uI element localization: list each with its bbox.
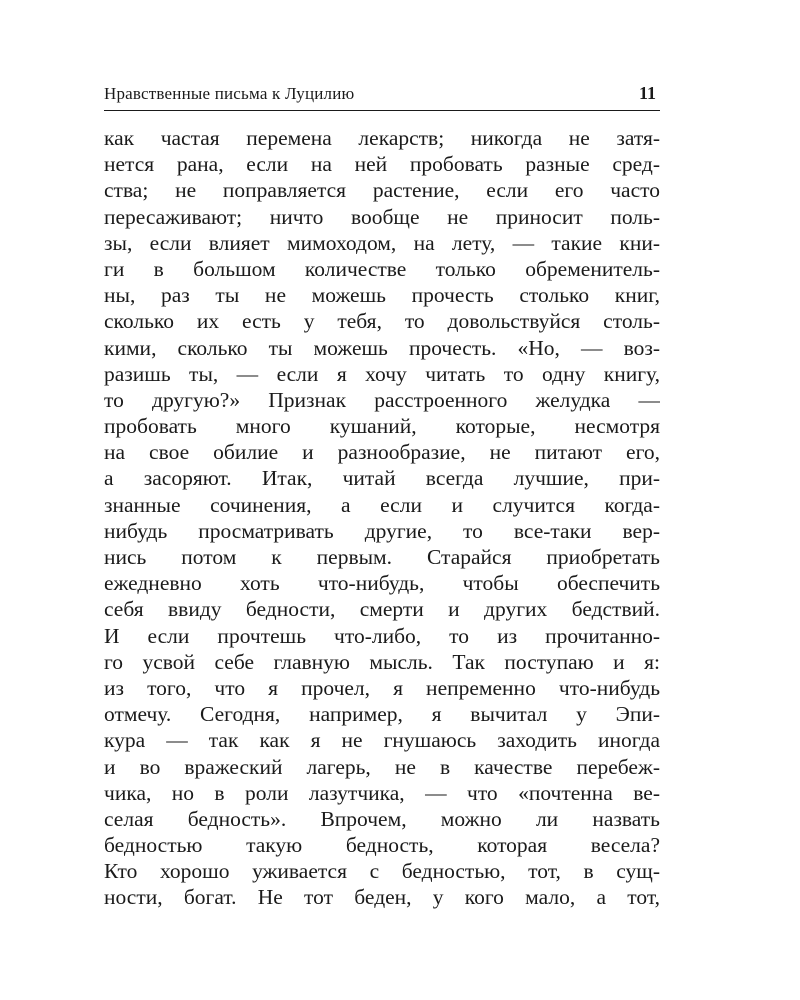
text-line: бедностью такую бедность, которая весела?	[104, 833, 660, 858]
text-line: нибудь просматривать другие, то все-таки вер-	[104, 518, 660, 543]
text-line: селая бедность». Впрочем, можно ли назвать	[104, 806, 660, 831]
text-line: отмечу. Сегодня, например, я вычитал у Эпи-	[104, 702, 660, 727]
text-line: сколько их есть у тебя, то довольствуйся столь-	[104, 309, 660, 334]
text-line: а засоряют. Итак, читай всегда лучшие, при-	[104, 466, 660, 491]
text-line: чика, но в роли лазутчика, — что «почтенна ве-	[104, 780, 660, 805]
text-line: ги в большом количестве только обременитель-	[104, 256, 660, 281]
text-line: нется рана, если на ней пробовать разные сред-	[104, 152, 660, 177]
text-line: на свое обилие и разнообразие, не питают его,	[104, 440, 660, 465]
text-line: ства; не поправляется растение, если его часто	[104, 178, 660, 203]
page-number: 11	[638, 83, 656, 103]
text-line: из того, что я прочел, я непременно что-нибудь	[104, 675, 660, 700]
text-line: и во вражеский лагерь, не в качестве перебеж-	[104, 754, 660, 779]
text-line: го усвой себе главную мысль. Так поступаю и я:	[104, 649, 660, 674]
text-line: как частая перемена лекарств; никогда не затя-	[104, 126, 660, 150]
text-line: знанные сочинения, а если и случится когда-	[104, 492, 660, 517]
text-line: разишь ты, — если я хочу читать то одну книгу,	[104, 361, 660, 386]
book-page	[104, 80, 660, 911]
text-line: пересаживают; ничто вообще не приносит поль-	[104, 204, 660, 229]
text-line: ежедневно хоть что-нибудь, чтобы обеспечить	[104, 571, 660, 596]
text-line: нись потом к первым. Старайся приобретать	[104, 545, 660, 569]
text-line: пробовать много кушаний, которые, несмотря	[104, 414, 660, 439]
text-line: И если прочтешь что-либо, то из прочитанно-	[104, 623, 660, 648]
text-line: кими, сколько ты можешь прочесть. «Но, — воз-	[104, 335, 660, 360]
text-line: ности, богат. Не тот беден, у кого мало, а тот,	[104, 885, 660, 910]
running-header	[104, 80, 660, 111]
text-line: зы, если влияет мимоходом, на лету, — такие кни-	[104, 230, 660, 255]
text-line: Кто хорошо уживается с бедностью, тот, в сущ-	[104, 859, 660, 884]
running-title: Нравственные письма к Луцилию	[104, 84, 355, 103]
text-line: то другую?» Признак расстроенного желудка —	[104, 387, 660, 412]
text-line: ны, раз ты не можешь прочесть столько книг,	[104, 283, 660, 308]
text-line: себя ввиду бедности, смерти и других бедствий.	[104, 597, 660, 622]
text-line: кура — так как я не гнушаюсь заходить иногда	[104, 728, 660, 753]
body-text	[104, 125, 660, 911]
